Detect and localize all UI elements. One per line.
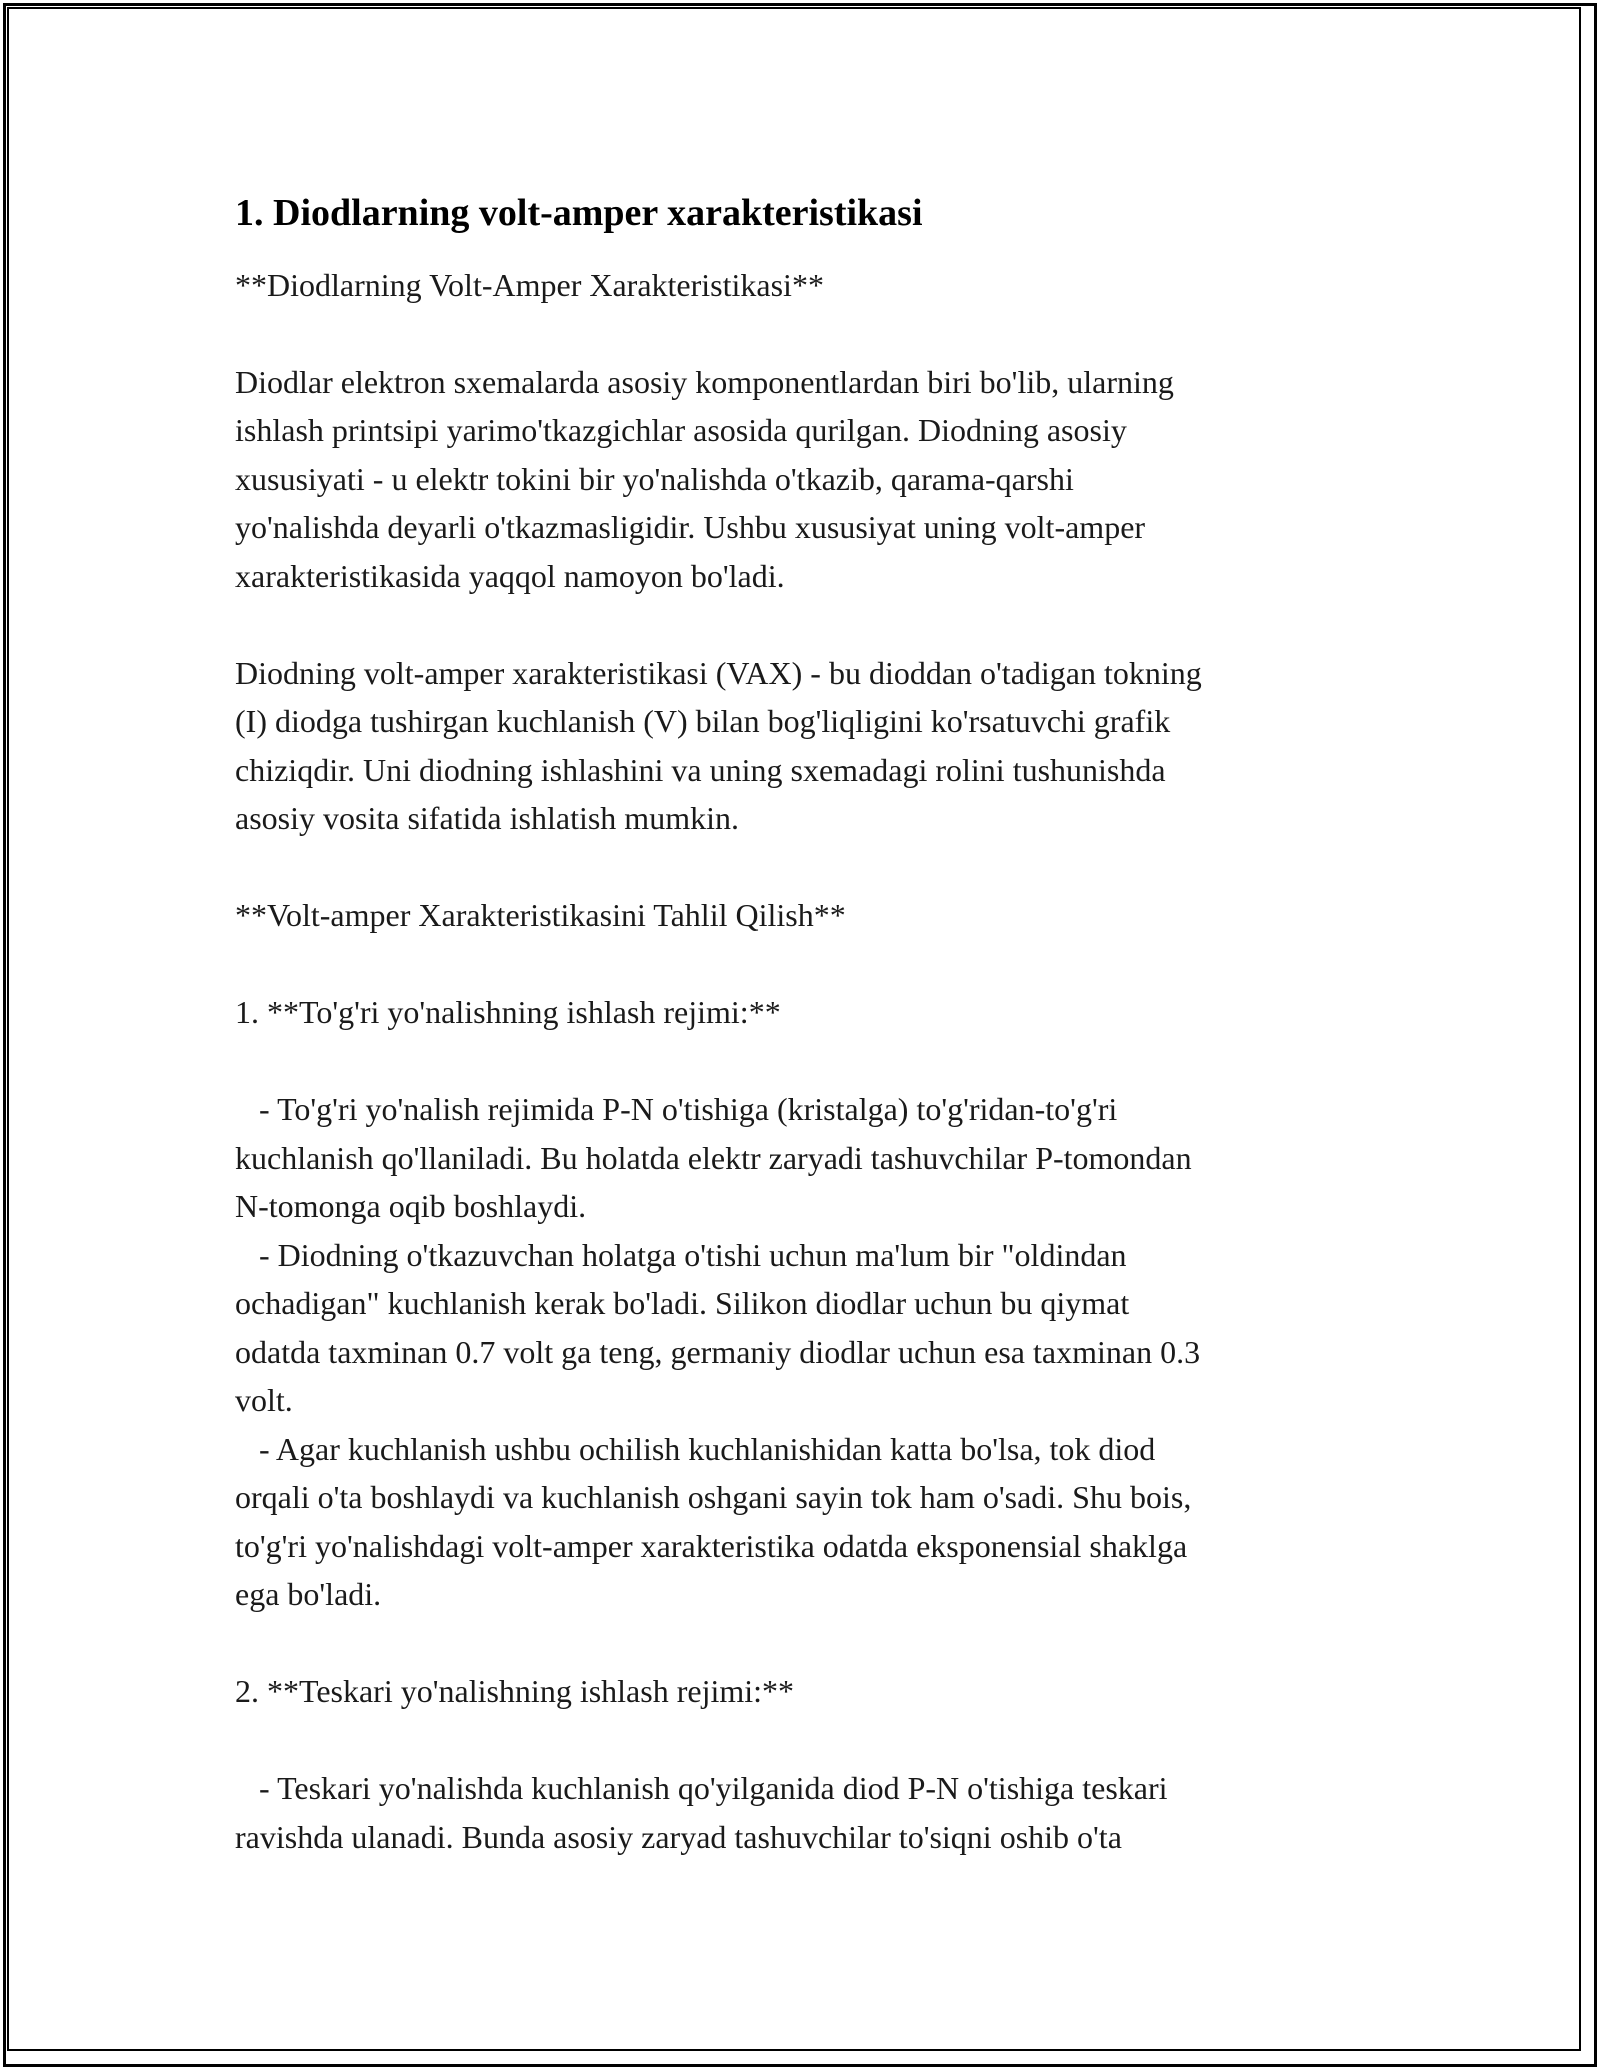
text-line: xarakteristikasida yaqqol namoyon bo'ladi. [235,557,785,594]
analysis-title-paragraph [235,891,1385,940]
text-line: ravishda ulanadi. Bunda asosiy zaryad tashuvchilar to'siqni oshib o'ta [235,1818,1122,1855]
subtitle-text: **Diodlarning Volt-Amper Xarakteristikasi** [235,266,824,303]
text-line: to'g'ri yo'nalishdagi volt-amper xarakteristika odatda eksponensial shaklga [235,1527,1188,1564]
intro-paragraph [235,358,1385,601]
subtitle-paragraph [235,261,1385,310]
section2-title: 2. **Teskari yo'nalishning ishlash rejimi:** [235,1673,795,1710]
section2-title-paragraph [235,1667,1385,1716]
text-line: - Diodning o'tkazuvchan holatga o'tishi uchun ma'lum bir "oldindan [235,1236,1127,1273]
text-line: orqali o'ta boshlaydi va kuchlanish oshgani sayin tok ham o'sadi. Shu bois, [235,1479,1192,1516]
text-line: ochadigan" kuchlanish kerak bo'ladi. Silikon diodlar uchun bu qiymat [235,1285,1130,1322]
document-heading: 1. Diodlarning volt-amper xarakteristikasi [235,192,923,234]
section1-paragraph [235,1085,1385,1619]
section1-title: 1. **To'g'ri yo'nalishning ishlash rejimi:** [235,994,781,1031]
text-line: ishlash printsipi yarimo'tkazgichlar asosida qurilgan. Diodning asosiy [235,412,1127,449]
text-line: - To'g'ri yo'nalish rejimida P-N o'tishiga (kristalga) to'g'ridan-to'g'ri [235,1091,1118,1128]
text-line: - Teskari yo'nalishda kuchlanish qo'yilganida diod P-N o'tishiga teskari [235,1770,1168,1807]
section1-title-paragraph [235,988,1385,1037]
text-line: - Agar kuchlanish ushbu ochilish kuchlanishidan katta bo'lsa, tok diod [235,1430,1156,1467]
text-line: yo'nalishda deyarli o'tkazmasligidir. Ushbu xususiyat uning volt-amper [235,509,1146,546]
analysis-title: **Volt-amper Xarakteristikasini Tahlil Qilish** [235,897,846,934]
text-line: Diodlar elektron sxemalarda asosiy komponentlardan biri bo'lib, ularning [235,363,1174,400]
vax-paragraph [235,649,1385,843]
section2-paragraph [235,1764,1385,1861]
text-line: odatda taxminan 0.7 volt ga teng, germaniy diodlar uchun esa taxminan 0.3 [235,1333,1201,1370]
text-line: asosiy vosita sifatida ishlatish mumkin. [235,800,739,837]
text-line: Diodning volt-amper xarakteristikasi (VAX) - bu dioddan o'tadigan tokning [235,654,1202,691]
text-line: kuchlanish qo'llaniladi. Bu holatda elektr zaryadi tashuvchilar P-tomondan [235,1139,1192,1176]
document-body [235,180,1385,1861]
text-line: ega bo'ladi. [235,1576,382,1613]
text-line: (I) diodga tushirgan kuchlanish (V) bilan bog'liqligini ko'rsatuvchi grafik [235,703,1171,740]
text-line: xususiyati - u elektr tokini bir yo'nalishda o'tkazib, qarama-qarshi [235,460,1074,497]
text-line: volt. [235,1382,293,1419]
text-line: chiziqdir. Uni diodning ishlashini va uning sxemadagi rolini tushunishda [235,751,1166,788]
text-line: N-tomonga oqib boshlaydi. [235,1188,587,1225]
